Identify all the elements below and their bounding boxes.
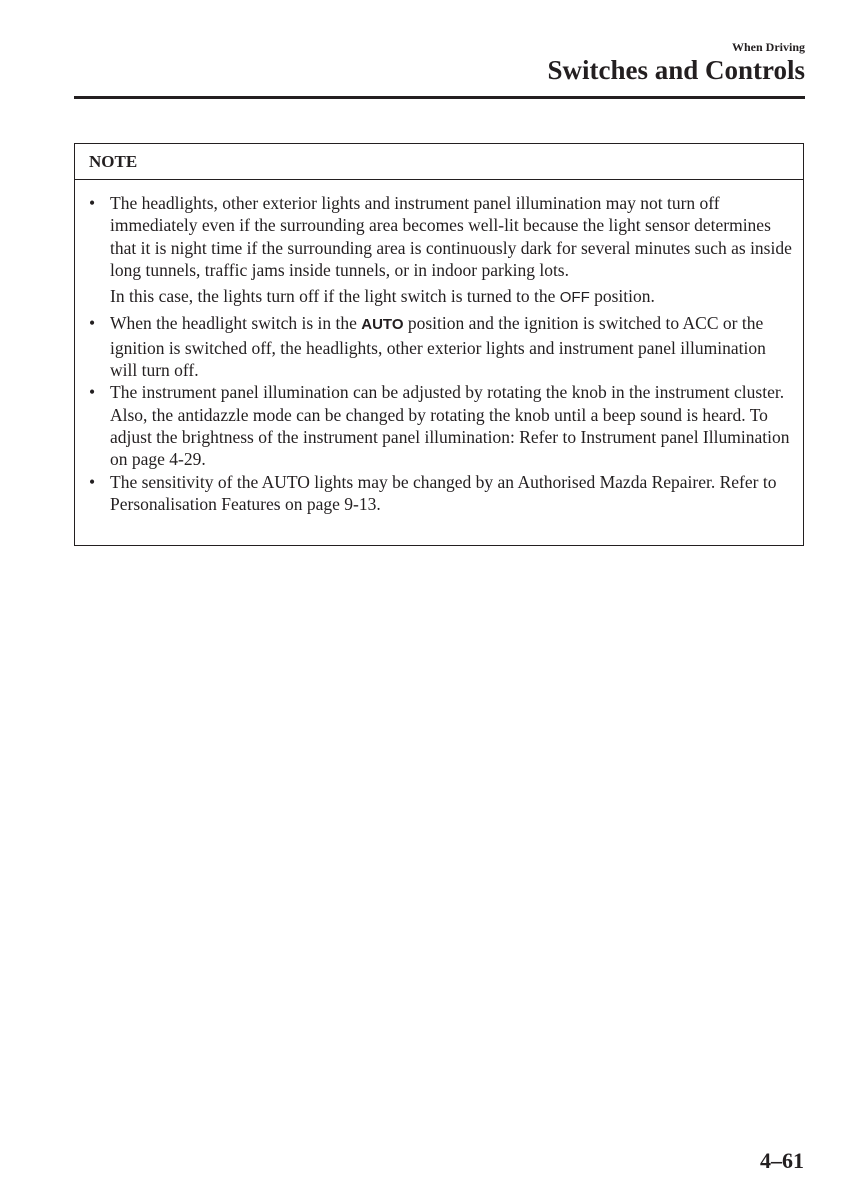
bullet: • bbox=[89, 471, 96, 492]
note-item-sensitivity bbox=[89, 471, 795, 516]
page-number: 4–61 bbox=[760, 1148, 804, 1173]
note-body bbox=[75, 180, 803, 515]
section-label: When Driving bbox=[731, 40, 805, 54]
bullet: • bbox=[89, 382, 96, 403]
note-item-text: The sensitivity of the AUTO lights may be changed by an Authorised Mazda Repairer. Refer to Personalisation Features on page 9-13. bbox=[110, 471, 777, 514]
note-item-illumination bbox=[89, 381, 795, 470]
bullet: • bbox=[89, 313, 96, 334]
note-box bbox=[74, 143, 804, 546]
note-heading: NOTE bbox=[75, 144, 803, 180]
page-title: Switches and Controls bbox=[547, 55, 805, 85]
note-item-light-sensor bbox=[89, 192, 795, 309]
auto-position-symbol: AUTO bbox=[361, 316, 404, 334]
note-item-text: The headlights, other exterior lights and instrument panel illumination may not turn off immediately even if the surrounding area becomes well-lit because the light sensor determines that it is night time if the surrounding area is continuously dark for several minutes such as inside long tunnels, traffic jams inside tunnels, or in indoor parking lots. bbox=[110, 193, 792, 280]
note-item-followup: In this case, the lights turn off if the light switch is turned to the OFF position. bbox=[110, 286, 655, 307]
bullet: • bbox=[89, 193, 96, 213]
note-item-auto-position bbox=[89, 312, 795, 381]
note-item-text: The instrument panel illumination can be adjusted by rotating the knob in the instrument cluster. Also, the antidazzle mode can be changed by rotating the knob until a beep sound is heard. To adjust the brightness of the instrument panel illumination: Refer to Instrument panel Illumination on page 4-29. bbox=[110, 382, 790, 470]
note-item-text: When the headlight switch is in the AUTO position and the ignition is switched to ACC or the ignition is switched off, the headlights, other exterior lights and instrument panel illumination will turn off. bbox=[110, 313, 766, 381]
header-rule bbox=[74, 96, 805, 99]
off-position-symbol: OFF bbox=[559, 289, 590, 307]
